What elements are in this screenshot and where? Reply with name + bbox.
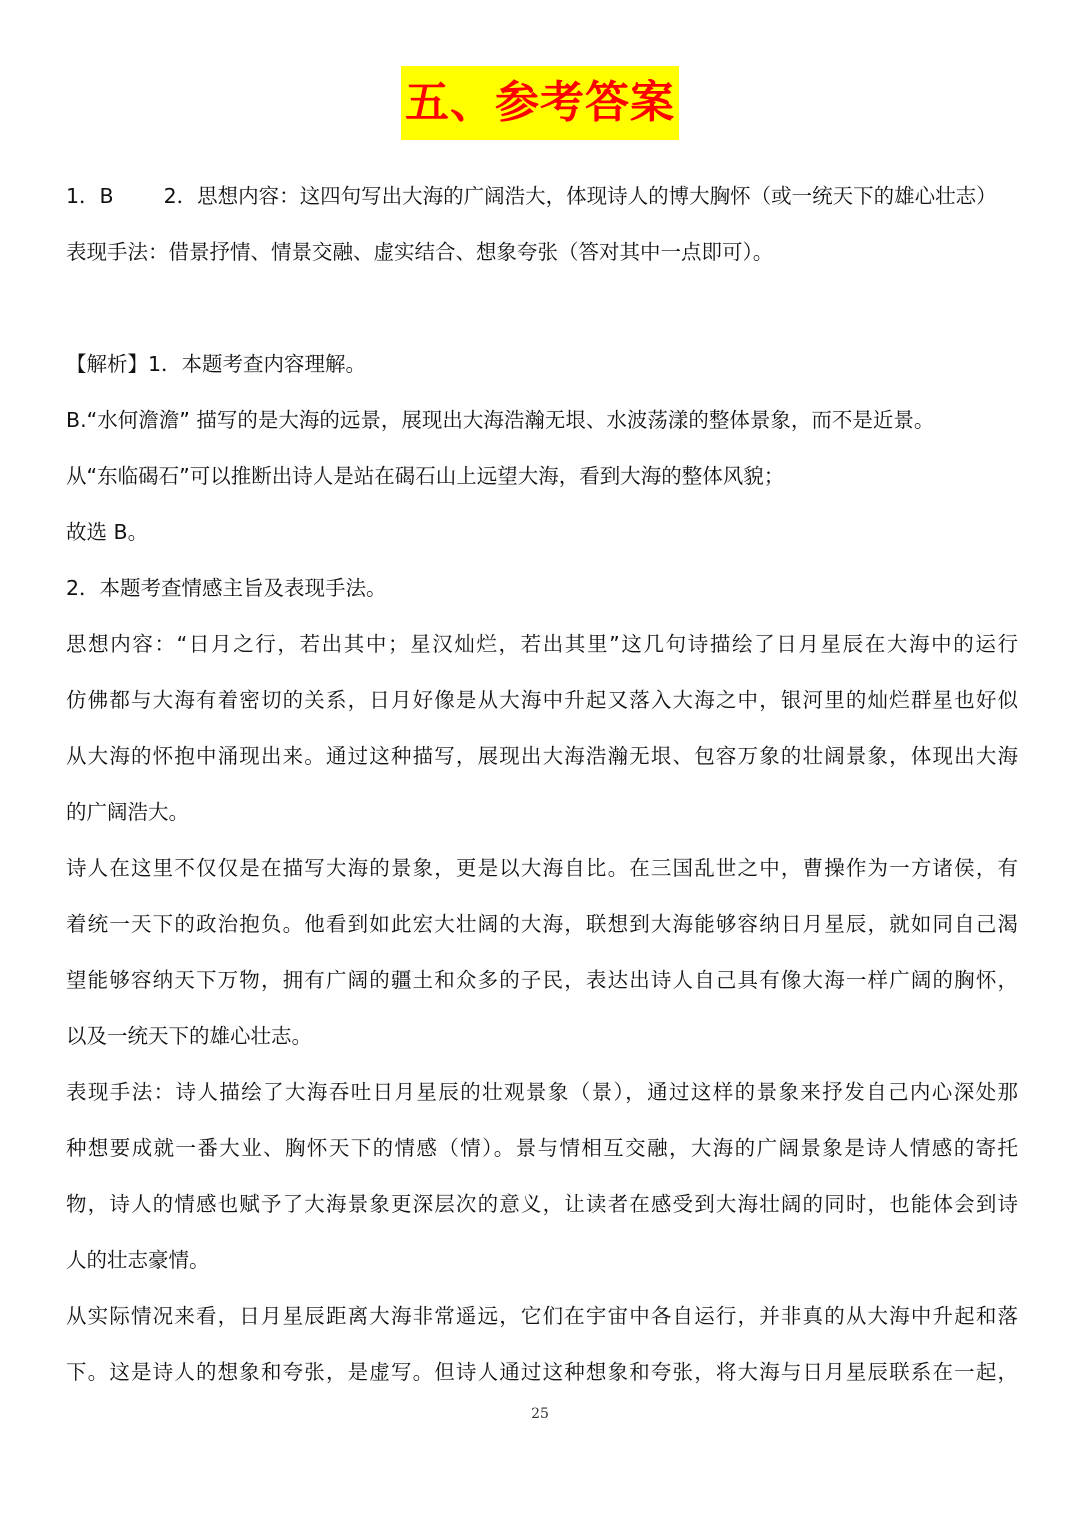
analysis-line: B.“水何澹澹” 描写的是大海的远景，展现出大海浩瀚无垠、水波荡漾的整体景象，而不是近景。: [66, 408, 935, 432]
title-container: [0, 66, 1080, 140]
analysis-line: 以及一统天下的雄心壮志。: [66, 1024, 312, 1048]
analysis-line: 人的壮志豪情。: [66, 1248, 210, 1272]
analysis-line: 仿佛都与大海有着密切的关系，日月好像是从大海中升起又落入大海之中，银河里的灿烂群星也好似: [66, 688, 1018, 712]
analysis-line: 故选 B。: [66, 520, 149, 544]
analysis-line: 诗人在这里不仅仅是在描写大海的景象，更是以大海自比。在三国乱世之中，曹操作为一方诸侯，有: [66, 856, 1018, 880]
document-body: [66, 168, 1018, 1400]
page-number: 25: [531, 1406, 549, 1422]
section-title: 五、参考答案: [401, 66, 679, 140]
analysis-line: 种想要成就一番大业、胸怀天下的情感（情）。景与情相互交融，大海的广阔景象是诗人情感的寄托: [66, 1136, 1018, 1160]
analysis-header: 【解析】1．本题考查内容理解。: [66, 352, 367, 376]
spacer: [66, 280, 1018, 336]
answer-q1: 1．B: [66, 184, 114, 208]
analysis-line: 思想内容：“日月之行，若出其中；星汉灿烂，若出其里”这几句诗描绘了日月星辰在大海中的运行: [66, 632, 1018, 656]
analysis-line: 的广阔浩大。: [66, 800, 189, 824]
analysis-q2-header: 2．本题考查情感主旨及表现手法。: [66, 576, 387, 600]
analysis-line: 从“东临碣石”可以推断出诗人是站在碣石山上远望大海，看到大海的整体风貌；: [66, 464, 785, 488]
answer-technique: 表现手法：借景抒情、情景交融、虚实结合、想象夸张（答对其中一点即可）。: [66, 240, 774, 264]
analysis-line: 着统一天下的政治抱负。他看到如此宏大壮阔的大海，联想到大海能够容纳日月星辰，就如同自己渴: [66, 912, 1018, 936]
analysis-line: 望能够容纳天下万物，拥有广阔的疆土和众多的子民，表达出诗人自己具有像大海一样广阔的胸怀，: [66, 968, 1018, 992]
analysis-line: 从大海的怀抱中涌现出来。通过这种描写，展现出大海浩瀚无垠、包容万象的壮阔景象，体现出大海: [66, 744, 1018, 768]
analysis-line: 物，诗人的情感也赋予了大海景象更深层次的意义，让读者在感受到大海壮阔的同时，也能体会到诗: [66, 1192, 1018, 1216]
analysis-line: 表现手法：诗人描绘了大海吞吐日月星辰的壮观景象（景），通过这样的景象来抒发自己内心深处那: [66, 1080, 1018, 1104]
answer-line-1: [66, 168, 1018, 224]
answer-q2: 2．思想内容：这四句写出大海的广阔浩大，体现诗人的博大胸怀（或一统天下的雄心壮志）: [163, 184, 997, 208]
analysis-line: 下。这是诗人的想象和夸张，是虚写。但诗人通过这种想象和夸张，将大海与日月星辰联系在一起，: [66, 1360, 1018, 1384]
analysis-line: 从实际情况来看，日月星辰距离大海非常遥远，它们在宇宙中各自运行，并非真的从大海中升起和落: [66, 1304, 1018, 1328]
